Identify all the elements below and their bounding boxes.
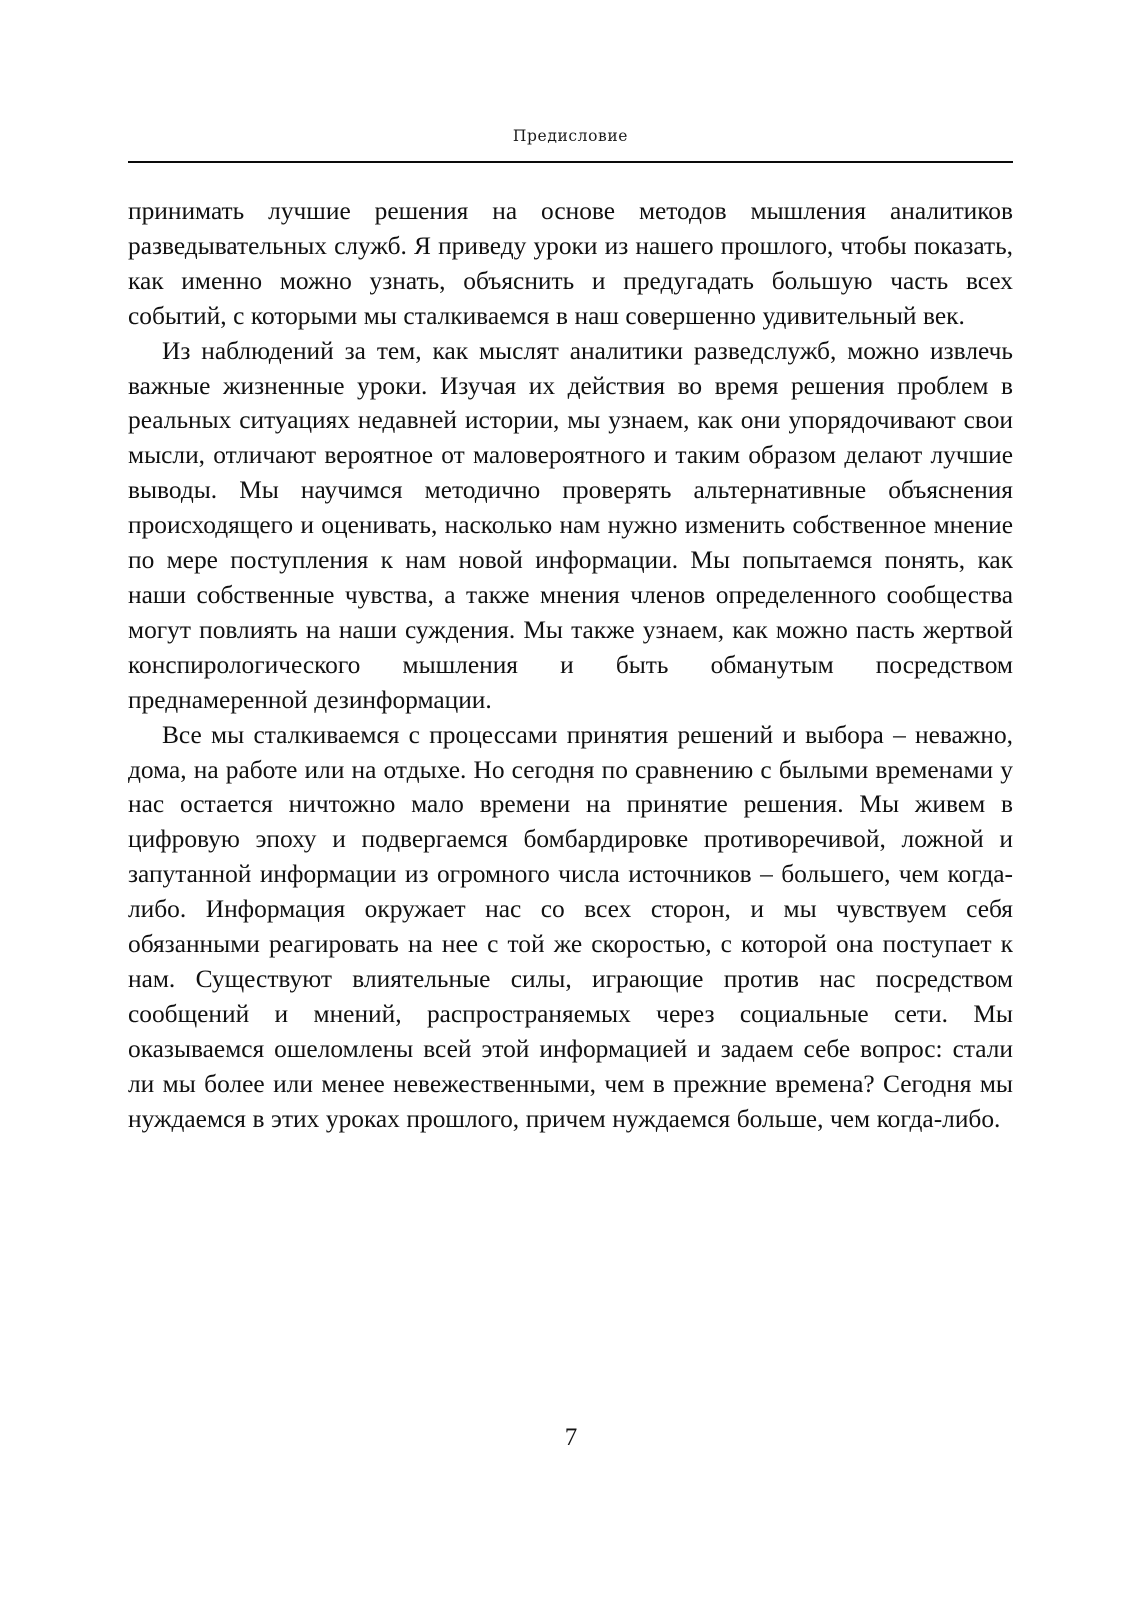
paragraph-3: Все мы сталкиваемся с процессами принятия решений и выбора – неважно, дома, на работе или на отдыхе. Но сегодня по сравнению с былыми временами у нас остается ничтожно мало времени на принятие решения. Мы живем в цифровую эпоху и подвергаемся бомбардировке противоречивой, ложной и запутанной информации из огромного числа источников – большего, чем когда-либо. Информация окружает нас со всех сторон, и мы чувствуем себя обязанными реагировать на нее с той же скоростью, с которой она поступает к нам. Существуют влиятельные силы, играющие против нас посредством сообщений и мнений, распространяемых через социальные сети. Мы оказываемся ошеломлены всей этой информацией и задаем себе вопрос: стали ли мы более или менее невежественными, чем в прежние времена? Сегодня мы нуждаемся в этих уроках прошлого, причем нуждаемся больше, чем когда-либо. bbox=[128, 720, 1013, 1133]
page-number: 7 bbox=[564, 1424, 578, 1451]
body-text-block bbox=[128, 194, 1013, 1136]
paragraph-2: Из наблюдений за тем, как мыслят аналитики разведслужб, можно извлечь важные жизненные уроки. Изучая их действия во время решения проблем в реальных ситуациях недавней истории, мы узнаем, как они упорядочивают свои мысли, отличают вероятное от маловероятного и таким образом делают лучшие выводы. Мы научимся методично проверять альтернативные объяснения происходящего и оценивать, насколько нам нужно изменить собственное мнение по мере поступления к нам новой информации. Мы попытаемся понять, как наши собственные чувства, а также мнения членов определенного сообщества могут повлиять на наши суждения. Мы также узнаем, как можно пасть жертвой конспирологического мышления и быть обманутым посредством преднамеренной дезинформации. bbox=[128, 336, 1013, 714]
running-head-rule bbox=[128, 161, 1013, 163]
running-head-title: Предисловие bbox=[512, 127, 629, 145]
paragraph-continued: принимать лучшие решения на основе методов мышления аналитиков разведывательных служб. Я приведу уроки из нашего прошлого, чтобы показать, как именно можно узнать, объяснить и предугадать большую часть всех событий, с которыми мы сталкиваемся в наш совершенно удивительный век. bbox=[128, 197, 1013, 330]
